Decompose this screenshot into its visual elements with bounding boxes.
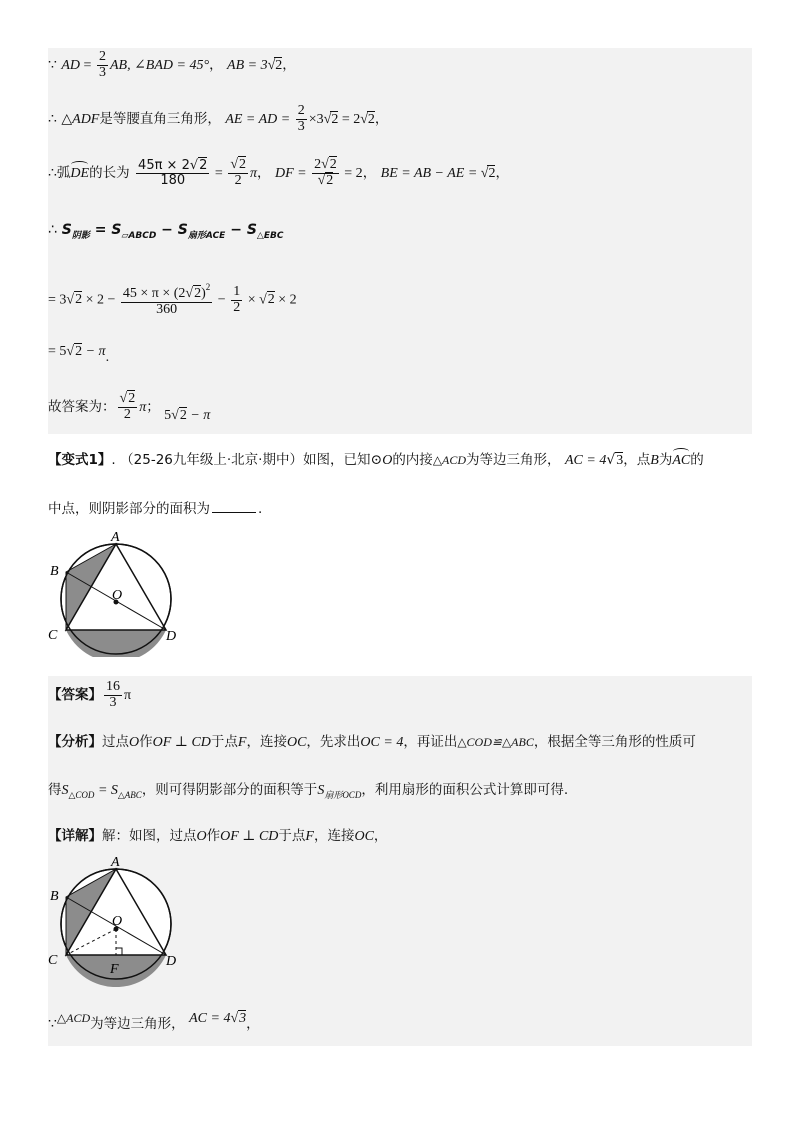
label-O: O [112,588,123,603]
label-F: F [110,962,119,977]
label-B: B [50,564,59,579]
line-area-calc: = 3√2 × 2 − $\frac{45 \times \pi \times (2√2)^2}{360}$ − $\frac{1}{2}$ × √2 × 2 [48,282,297,317]
label-C: C [48,628,58,643]
variant-question-line1: 【变式1】. （25-26九年级上·北京·期中）如图，已知⊙O的内接△ACD为等边三角形， AC = 4√3，点B为AC的 [48,452,704,468]
variant-tag: 【变式1】 [48,452,112,468]
label-A: A [111,855,120,870]
analysis-line2: 得$S_{\triangle COD} = S_{\triangle ABC}$，则可得阴影部分的面积等于$S_{扇形OCD}$，利用扇形的面积公式计算即可得. [48,782,569,800]
label-O: O [112,914,123,929]
label-A: A [111,530,120,545]
label-B: B [50,889,59,904]
line-area-result: = 5√2 − π. [48,344,110,365]
label-D: D [166,954,177,969]
figure-circle-1 [44,527,204,657]
line-arc-length: ∴弧DE的长为 $\frac{45\pi \times 2√2}{180}$ = $\frac{√2}{2}$ π， DF = $\frac{2√2}{√2}$ = 2， BE = AB − AE = √2， [48,157,509,188]
answer-blank [212,512,256,513]
line-final-answer: 故答案为： $\frac{√2}{2}$ π； 5√2 − π [48,391,211,424]
figure-circle-2 [44,852,204,987]
variant-question-line2: 中点，则阴影部分的面积为 . [48,501,263,517]
line-area-formula: ∴ $S_{阴影} = S_{▱ABCD} - S_{扇形ACE} - S_{\triangle EBC}$ [48,222,284,241]
label-C: C [48,953,58,968]
line-ad-ratio: ∵ AD = $\frac{2}{3}$ AB, ∠BAD = 45°， AB = 3√2， [48,49,296,80]
analysis-line1: 【分析】过点O作OF ⊥ CD于点F，连接OC，先求出OC = 4，再证出△COD≌△ABC，根据全等三角形的性质可 [48,734,696,750]
line-isosceles: ∴ △ADF是等腰直角三角形， AE = AD = $\frac{2}{3}$ ×3√2 = 2√2， [48,103,389,134]
last-line: ∵△ACD为等边三角形， AC = 4√3， [48,1011,260,1032]
answer-line: 【答案】 $\frac{16}{3}$ π [48,679,132,710]
detail-line1: 【详解】解：如图，过点O作OF ⊥ CD于点F，连接OC， [48,828,388,844]
label-D: D [166,629,177,644]
